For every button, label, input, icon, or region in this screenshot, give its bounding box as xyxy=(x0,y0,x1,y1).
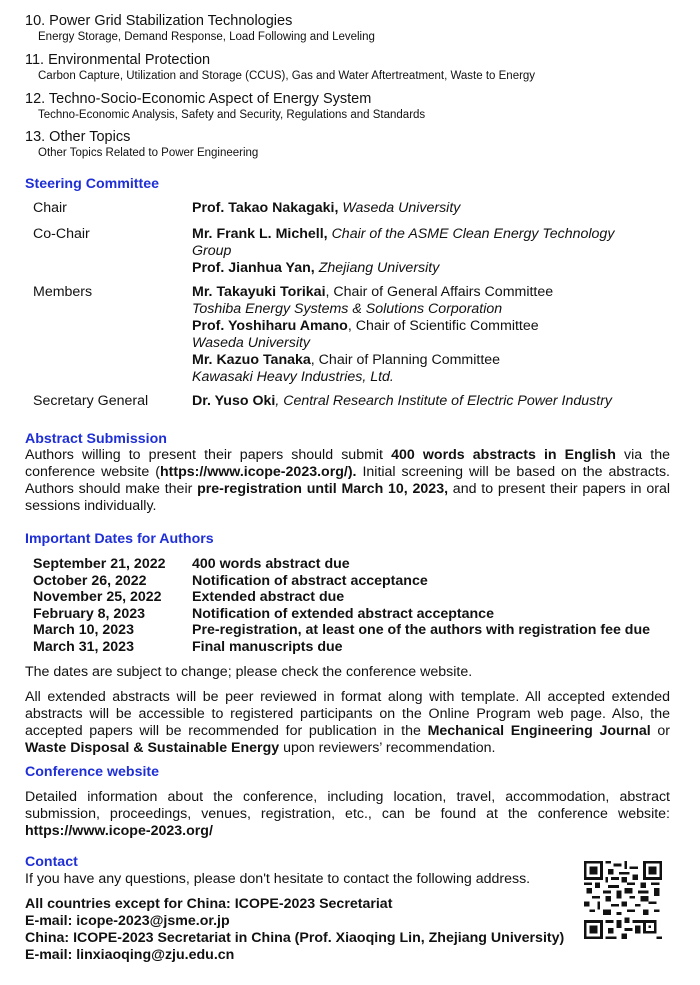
date-description: Notification of extended abstract acceptance xyxy=(192,605,494,622)
abstract-line-2 xyxy=(25,464,670,481)
members-entry xyxy=(192,284,652,386)
topic-13 xyxy=(25,129,258,160)
abstract-line-4: sessions individually. xyxy=(25,498,157,514)
member-1-title: , Chair of General Affairs Committee xyxy=(325,284,554,300)
date-cell: September 21, 2022 xyxy=(33,556,166,572)
secretary-affiliation: , Central Research Institute of Electric Power Industry xyxy=(275,393,613,409)
review-line-4 xyxy=(25,740,670,757)
topic-12 xyxy=(25,91,425,122)
member-3-line xyxy=(192,352,652,369)
topic-11 xyxy=(25,52,535,83)
secretary-entry xyxy=(192,393,652,410)
member-1-name: Mr. Takayuki Torikai xyxy=(192,284,326,300)
date-description: Pre-registration, at least one of the authors with registration fee due xyxy=(192,622,651,638)
text-run: conference website ( xyxy=(25,464,160,480)
cochair-1-affiliation-cont: Group xyxy=(192,243,232,259)
topic-title: 13. Other Topics xyxy=(25,129,131,145)
review-line-3 xyxy=(25,723,670,740)
qr-code-icon[interactable] xyxy=(584,861,662,939)
topic-subtitle: Energy Storage, Demand Response, Load Following and Leveling xyxy=(38,31,375,43)
topic-title: 12. Techno-Socio-Economic Aspect of Energy System xyxy=(25,91,372,107)
dates-table xyxy=(33,556,650,655)
cochair-line-1 xyxy=(192,226,652,243)
contact-heading: Contact xyxy=(25,854,78,870)
member-3-name: Mr. Kazuo Tanaka xyxy=(192,352,311,368)
text-run: Authors should make their xyxy=(25,481,198,497)
steering-committee-heading: Steering Committee xyxy=(25,176,160,192)
cochair-entry xyxy=(192,226,652,277)
abstract-line-3 xyxy=(25,481,670,498)
contact-email-link[interactable]: E-mail: icope-2023@jsme.or.jp xyxy=(25,913,230,929)
date-description: Notification of abstract acceptance xyxy=(192,572,428,589)
conference-website-heading: Conference website xyxy=(25,764,160,780)
member-2-title: , Chair of Scientific Committee xyxy=(347,318,539,334)
date-cell: October 26, 2022 xyxy=(33,572,147,589)
secretary-role: Secretary General xyxy=(33,393,149,409)
chair-affiliation: Waseda University xyxy=(342,200,461,216)
member-2-affiliation-line xyxy=(192,335,652,352)
topic-10 xyxy=(25,13,375,44)
website-line-1: Detailed information about the conference, including location, travel, accommodation, abstract xyxy=(25,789,670,805)
topic-title: 10. Power Grid Stabilization Technologies xyxy=(25,13,293,29)
date-cell: March 31, 2023 xyxy=(33,638,134,655)
topic-subtitle: Carbon Capture, Utilization and Storage (CCUS), Gas and Water Aftertreatment, Waste to Energy xyxy=(38,70,536,82)
abstract-line-1 xyxy=(25,447,670,464)
abstract-submission-heading: Abstract Submission xyxy=(25,431,167,447)
website-line-2: submission, proceedings, venues, registration, etc., can be found at the conference website: xyxy=(25,806,670,822)
abstract-paragraph xyxy=(25,447,670,515)
bold-run: pre-registration until March 10, 2023, xyxy=(197,481,449,497)
member-2-affiliation: Waseda University xyxy=(192,335,311,351)
text-run: accepted papers will be recommended for publication in the xyxy=(25,723,428,739)
cochair-1-name: Mr. Frank L. Michell, xyxy=(192,226,328,242)
members-role: Members xyxy=(33,284,93,300)
cochair-role: Co-Chair xyxy=(33,226,90,242)
website-paragraph xyxy=(25,789,670,840)
text-run: via the xyxy=(615,447,670,463)
cochair-1-affiliation: Chair of the ASME Clean Energy Technology xyxy=(331,226,615,242)
date-cell: November 25, 2022 xyxy=(33,589,162,605)
date-row xyxy=(33,606,650,623)
cochair-line-2 xyxy=(192,243,652,260)
member-3-affiliation: Kawasaki Heavy Industries, Ltd. xyxy=(192,369,394,385)
text-run: Authors willing to present their papers should submit xyxy=(25,447,392,463)
text-run: Initial screening will be based on the abstracts. xyxy=(356,464,670,480)
journal-name: Waste Disposal & Sustainable Energy xyxy=(25,740,280,756)
text-run: or xyxy=(650,723,671,739)
date-row xyxy=(33,622,650,639)
member-3-title: , Chair of Planning Committee xyxy=(310,352,501,368)
chair-line xyxy=(192,200,652,217)
topic-subtitle: Other Topics Related to Power Engineering xyxy=(38,147,259,159)
topic-title: 11. Environmental Protection xyxy=(25,52,211,68)
contact-details xyxy=(25,896,564,964)
date-cell: March 10, 2023 xyxy=(33,622,134,638)
date-cell: February 8, 2023 xyxy=(33,605,145,622)
member-1-line xyxy=(192,284,652,301)
topic-subtitle: Techno-Economic Analysis, Safety and Security, Regulations and Standards xyxy=(38,109,426,121)
secretary-line xyxy=(192,393,652,410)
date-description: 400 words abstract due xyxy=(192,556,350,572)
secretary-name: Dr. Yuso Oki xyxy=(192,393,276,409)
member-1-affiliation: Toshiba Energy Systems & Solutions Corporation xyxy=(192,301,503,317)
date-row xyxy=(33,589,650,606)
date-row xyxy=(33,639,650,656)
cochair-2-name: Prof. Jianhua Yan, xyxy=(192,260,315,276)
contact-intro: If you have any questions, please don't hesitate to contact the following address. xyxy=(25,871,531,887)
review-line-1: All extended abstracts will be peer reviewed in format along with template. All accepted extended xyxy=(25,689,670,705)
contact-china-email-link[interactable]: E-mail: linxiaoqing@zju.edu.cn xyxy=(25,947,235,963)
member-1-affiliation-line xyxy=(192,301,652,318)
website-link[interactable]: https://www.icope-2023.org/). xyxy=(159,464,357,480)
member-2-line xyxy=(192,318,652,335)
text-run: and to present their papers in oral xyxy=(448,481,670,497)
date-row xyxy=(33,573,650,590)
contact-secretariat: All countries except for China: ICOPE-2023 Secretariat xyxy=(25,896,393,912)
date-description: Extended abstract due xyxy=(192,589,345,605)
bold-run: 400 words abstracts in English xyxy=(391,447,616,463)
review-paragraph xyxy=(25,689,670,757)
member-3-affiliation-line xyxy=(192,369,652,386)
date-description: Final manuscripts due xyxy=(192,638,343,655)
chair-entry xyxy=(192,200,652,217)
website-url-link[interactable]: https://www.icope-2023.org/ xyxy=(25,823,213,839)
chair-name: Prof. Takao Nakagaki, xyxy=(192,200,339,216)
journal-name: Mechanical Engineering Journal xyxy=(427,723,651,739)
chair-role: Chair xyxy=(33,200,67,216)
review-line-2: abstracts will be accessible to registered participants on the Online Program web page. Also, the xyxy=(25,706,670,722)
cochair-line-3 xyxy=(192,260,652,277)
contact-china-secretariat: China: ICOPE-2023 Secretariat in China (Prof. Xiaoqing Lin, Zhejiang University) xyxy=(25,930,565,946)
cochair-2-affiliation: Zhejiang University xyxy=(318,260,440,276)
date-row xyxy=(33,556,650,573)
dates-note xyxy=(25,664,670,681)
text-run: upon reviewers’ recommendation. xyxy=(279,740,496,756)
member-2-name: Prof. Yoshiharu Amano xyxy=(192,318,348,334)
dates-note-text: The dates are subject to change; please check the conference website. xyxy=(25,664,473,680)
important-dates-heading: Important Dates for Authors xyxy=(25,531,214,547)
